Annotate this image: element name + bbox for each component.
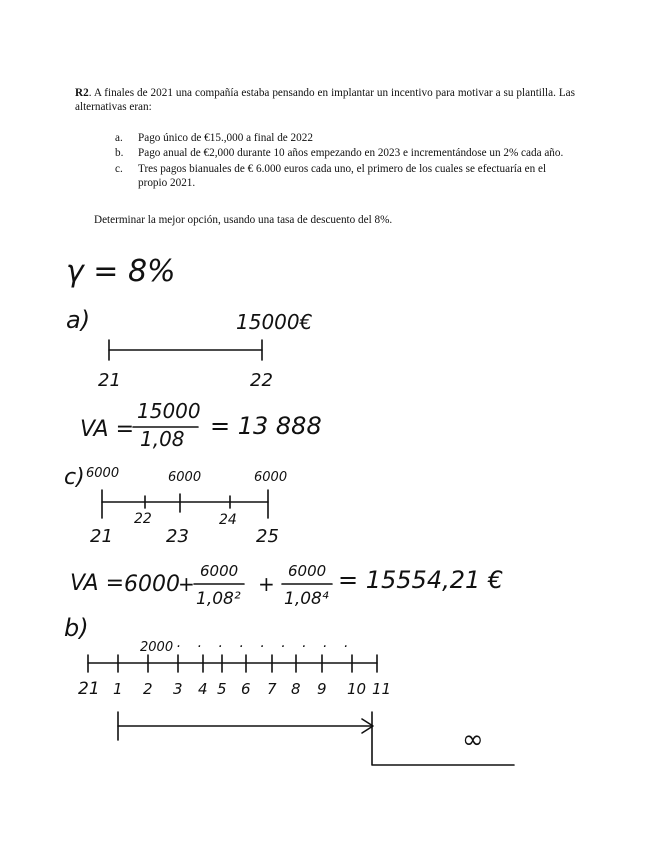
instruction-text: Determinar la mejor opción, usando una tasa de descuento del 8%. (94, 214, 393, 226)
part-b-year-label: 11 (372, 680, 392, 698)
part-b-year-label: 21 (78, 679, 100, 699)
option-text: Pago anual de €2,000 durante 10 años empezando en 2023 e incrementándose un 2% cada año. (138, 147, 564, 160)
part-b-arrow (118, 712, 373, 740)
part-a-va-label: VA = (80, 417, 135, 442)
perpetuity-corner-line (372, 712, 514, 765)
part-b-timeline-labels (78, 679, 391, 699)
part-b-year-label: 4 (198, 680, 208, 698)
part-c-term3-denominator: 1,08⁴ (284, 589, 329, 609)
part-c-year-22: 22 (134, 511, 152, 527)
part-c-year-21: 21 (90, 526, 113, 547)
part-b-year-label: 9 (317, 680, 327, 698)
part-b-year-label: 5 (217, 680, 227, 698)
part-c-timeline (102, 490, 268, 518)
part-c-label: c) (64, 465, 85, 490)
part-a-amount: 15000€ (236, 310, 313, 334)
problem-statement-text: . A finales de 2021 una compañía estaba pensando en implantar un incentivo para motivar a su plantilla. Las alternativas eran: (75, 87, 575, 114)
part-b-year-label: 2 (143, 680, 153, 698)
option-text: Tres pagos bianuales de € 6.000 euros cada uno, el primero de los cuales se efectuaría en el propio 2021. (138, 162, 547, 190)
part-b-timeline (88, 655, 377, 672)
part-a-timeline (109, 340, 262, 360)
part-b-year-label: 7 (267, 680, 277, 698)
part-a-numerator: 15000 (137, 399, 201, 423)
part-b-year-label: 8 (291, 680, 301, 698)
option-marker: b. (115, 147, 124, 160)
part-c-plus-2: + (258, 572, 275, 596)
part-c-amount-2: 6000 (168, 470, 202, 485)
option-marker: c. (115, 162, 123, 175)
part-a-result: = 13 888 (210, 412, 322, 440)
part-c-first-term: 6000 (124, 572, 180, 597)
part-a-label: a) (66, 306, 91, 334)
part-c-va-label: VA = (70, 571, 125, 596)
part-b-first-payment: 2000 (140, 640, 174, 655)
part-b-year-label: 3 (173, 680, 183, 698)
part-c-term2-denominator: 1,08² (196, 589, 241, 609)
problem-id: R2 (75, 87, 89, 99)
part-b-label: b) (64, 614, 89, 642)
part-a-year-start: 21 (98, 370, 121, 391)
part-c-term3-numerator: 6000 (288, 562, 327, 580)
part-c-plus-1: + (178, 572, 195, 596)
part-c-year-25: 25 (256, 526, 279, 547)
part-c-amount-1: 6000 (86, 466, 120, 481)
part-c-result: = 15554,21 € (338, 566, 504, 594)
option-marker: a. (115, 132, 123, 144)
part-b-year-label: 6 (241, 680, 251, 698)
part-a-year-end: 22 (250, 370, 273, 391)
rate-label: γ = 8% (66, 254, 176, 289)
part-c-term2-numerator: 6000 (200, 562, 239, 580)
part-c-year-24: 24 (219, 512, 237, 528)
option-text: Pago único de €15.,000 a final de 2022 (138, 132, 313, 144)
infinity-symbol: ∞ (462, 725, 484, 755)
part-c-amount-3: 6000 (254, 470, 288, 485)
part-c-year-23: 23 (166, 526, 189, 547)
part-b-year-label: 10 (347, 680, 367, 698)
part-b-year-label: 1 (113, 680, 123, 698)
part-b-payment-dots: · · · · · · · · · (176, 639, 354, 655)
part-a-denominator: 1,08 (140, 427, 185, 451)
